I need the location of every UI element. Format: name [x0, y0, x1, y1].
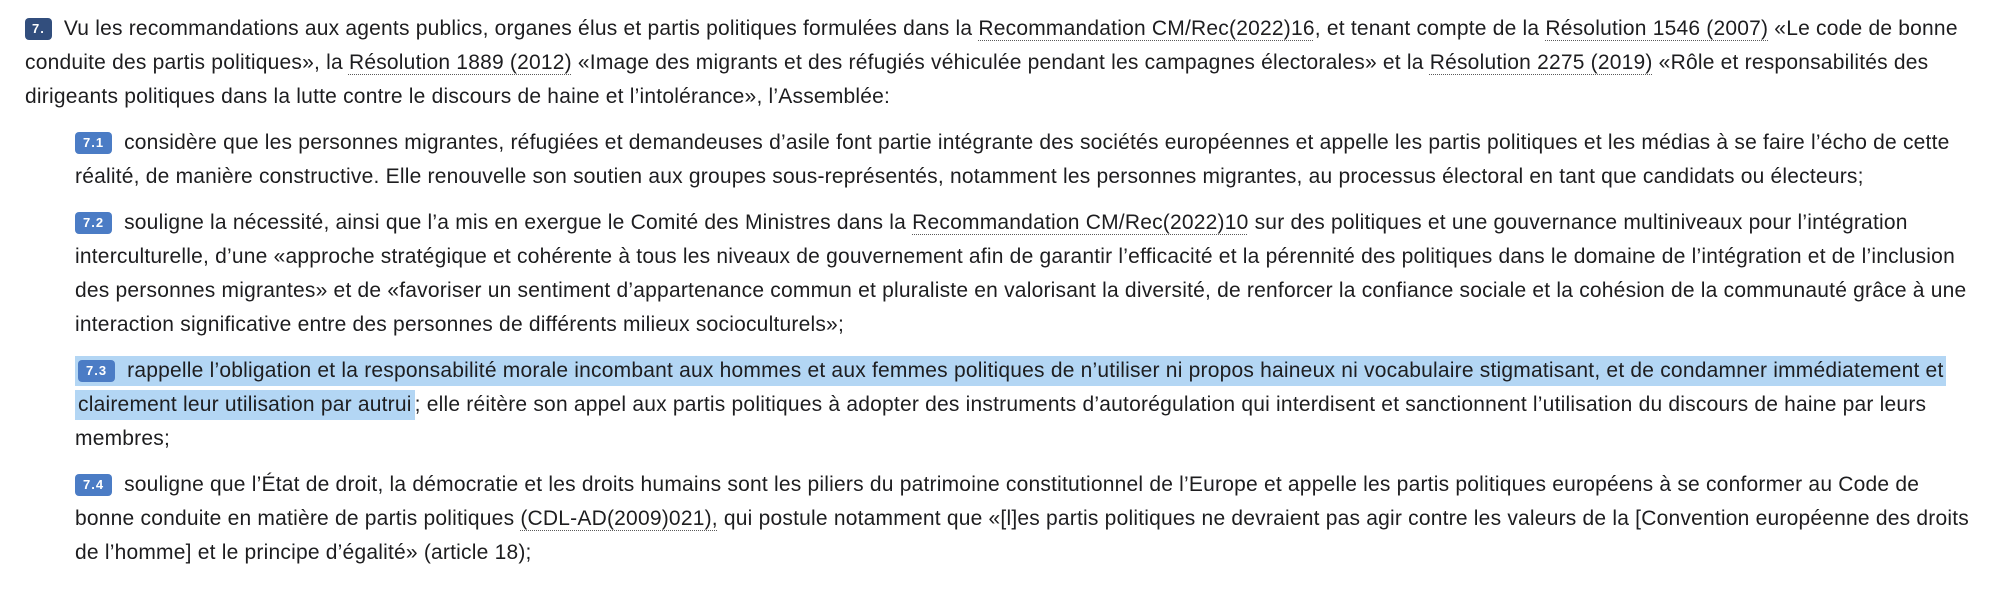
- paragraph-7: [25, 12, 1976, 114]
- paragraph-text: rappelle l’obligation et la responsabilité morale incombant aux hommes et aux femmes politiques de n’utiliser ni propos haineux ni vocabulaire stigmatisant, et de condamner immédiatement et clairement leur utilisation par autrui: [78, 359, 1944, 416]
- document-link[interactable]: Résolution 1889 (2012): [348, 51, 572, 74]
- paragraph-text: souligne la nécessité, ainsi que l’a mis en exergue le Comité des Ministres dans la: [124, 211, 913, 234]
- paragraph-text: qui postule notamment que «[l]es partis politiques ne devraient pas agir contre les valeurs de la [Convention européenne des droits de l’homme] et le principe d’égalité» (article 18);: [75, 507, 1969, 564]
- document-link[interactable]: Recommandation CM/Rec(2022)10: [912, 211, 1249, 234]
- paragraph-number-badge: 7.2: [75, 212, 112, 234]
- paragraph-text: Vu les recommandations aux agents publics, organes élus et partis politiques formulées dans la: [63, 17, 979, 40]
- paragraph-73: [75, 354, 1976, 456]
- paragraph-text: «Image des migrants et des réfugiés véhiculée pendant les campagnes électorales» et la: [571, 51, 1430, 74]
- paragraph-72: [75, 206, 1976, 342]
- document-link[interactable]: Recommandation CM/Rec(2022)16: [978, 17, 1315, 40]
- document-link[interactable]: Résolution 1546 (2007): [1545, 17, 1769, 40]
- paragraph-number-badge: 7.: [25, 18, 52, 40]
- paragraph-number-badge: 7.1: [75, 132, 112, 154]
- paragraph-text: «Rôle et responsabilités des dirigeants politiques dans la lutte contre le discours de haine et l’intolérance», l’Assemblée:: [25, 51, 1929, 108]
- paragraph-71: [75, 126, 1976, 194]
- paragraph-74: [75, 468, 1976, 570]
- paragraph-text: sur des politiques et une gouvernance multiniveaux pour l’intégration interculturelle, d’une «approche stratégique et cohérente à tous les niveaux de gouvernement afin de garantir l’efficacité et la pérennité des politiques dans le domaine de l’intégration et de l’inclusion des personnes migrantes» et de «favoriser un sentiment d’appartenance commun et pluraliste en valorisant la diversité, de renforcer la confiance sociale et la cohésion de la communauté grâce à une interaction significative entre des personnes de différents milieux socioculturels»;: [75, 211, 1967, 336]
- paragraph-number-badge: 7.4: [75, 474, 112, 496]
- document-link[interactable]: (CDL-AD(2009)021),: [520, 507, 718, 530]
- paragraph-text: considère que les personnes migrantes, réfugiées et demandeuses d’asile font partie intégrante des sociétés européennes et appelle les partis politiques et les médias à se faire l’écho de cette réalité, de manière constructive. Elle renouvelle son soutien aux groupes sous-représentés, notamment les personnes migrantes, au processus électoral en tant que candidats ou électeurs;: [75, 131, 1950, 188]
- paragraph-text: souligne que l’État de droit, la démocratie et les droits humains sont les piliers du patrimoine constitutionnel de l’Europe et appelle les partis politiques européens à se conformer au Code de bonne conduite en matière de partis politiques: [75, 473, 1920, 530]
- paragraph-text: ; elle réitère son appel aux partis politiques à adopter des instruments d’autorégulation qui interdisent et sanctionnent l’utilisation du discours de haine par leurs membres;: [75, 393, 1927, 450]
- paragraph-text: «Le code de bonne conduite des partis politiques», la: [25, 17, 1958, 74]
- paragraph-number-badge: 7.3: [78, 360, 115, 382]
- paragraph-text: , et tenant compte de la: [1314, 17, 1546, 40]
- document-link[interactable]: Résolution 2275 (2019): [1429, 51, 1653, 74]
